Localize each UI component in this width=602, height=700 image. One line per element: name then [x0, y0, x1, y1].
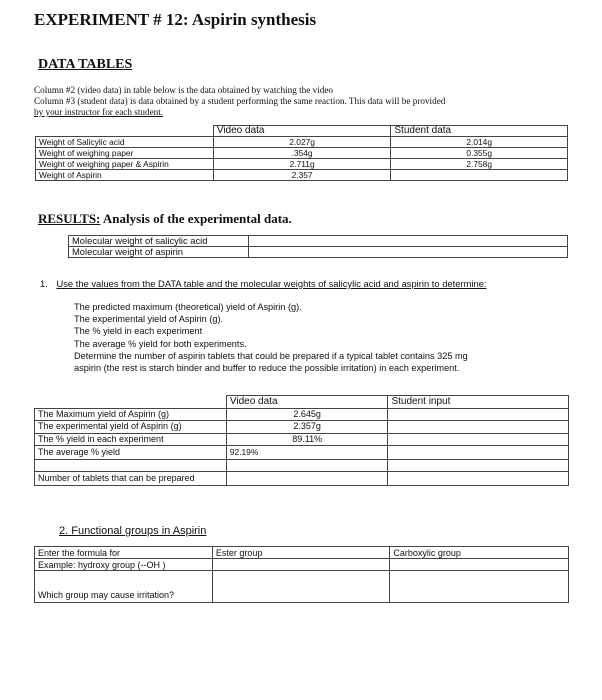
question-1-number: 1.: [40, 278, 48, 289]
intro-line-1: Column #2 (video data) in table below is the data obtained by watching the video: [34, 85, 334, 95]
table-row: [35, 433, 569, 446]
irritation-label: Which group may cause irritation?: [35, 571, 213, 603]
student-value[interactable]: 2.014g: [391, 137, 568, 148]
spacer-row: [35, 460, 569, 472]
row-label: The average % yield: [35, 446, 227, 460]
table-row: [35, 446, 569, 460]
data-table-header: [36, 126, 568, 137]
table-row: [35, 559, 569, 571]
row-label: The experimental yield of Aspirin (g): [35, 421, 227, 434]
ester-group-header: Ester group: [212, 547, 390, 559]
list-item: The % yield in each experiment: [74, 326, 203, 337]
video-value[interactable]: .354g: [213, 148, 391, 159]
question-1-list: [74, 301, 468, 374]
page-title: EXPERIMENT # 12: Aspirin synthesis: [34, 10, 317, 29]
video-value[interactable]: 2.357g: [226, 421, 388, 434]
student-input[interactable]: [388, 408, 569, 421]
row-label: Weight of weighing paper: [36, 148, 214, 159]
table-row: [35, 472, 569, 486]
video-value[interactable]: 89.11%: [226, 433, 388, 446]
table-row: [36, 159, 568, 170]
table-row: [69, 247, 568, 258]
tablets-video-input[interactable]: [226, 472, 388, 486]
data-tables-intro: [34, 85, 445, 118]
header-student: Student input: [388, 396, 569, 409]
intro-line-3: by your instructor for each student.: [34, 107, 164, 117]
table-row: [35, 571, 569, 603]
table-row: [35, 421, 569, 434]
irritation-carboxylic-input[interactable]: [390, 571, 569, 603]
header-video: Video data: [213, 126, 391, 137]
video-value[interactable]: 2.645g: [226, 408, 388, 421]
mw-input[interactable]: [249, 247, 568, 258]
list-item: Determine the number of aspirin tablets that could be prepared if a typical tablet contains 325 mg: [74, 350, 468, 361]
yield-table: [34, 395, 569, 486]
header-video: Video data: [226, 396, 388, 409]
mw-label: Molecular weight of aspirin: [69, 247, 249, 258]
video-value[interactable]: 2.357: [213, 170, 391, 181]
question-2-heading: 2. Functional groups in Aspirin: [59, 525, 207, 537]
mw-label: Molecular weight of salicylic acid: [69, 236, 249, 247]
row-label: Weight of Aspirin: [36, 170, 214, 181]
student-input[interactable]: [388, 433, 569, 446]
student-value[interactable]: 0.355g: [391, 148, 568, 159]
table-row: [36, 137, 568, 148]
functional-groups-table: [34, 546, 569, 603]
data-table: [35, 125, 568, 181]
row-label: Weight of weighing paper & Aspirin: [36, 159, 214, 170]
list-item: aspirin (the rest is starch binder and buffer to reduce the possible irritation) in each experiment.: [74, 363, 460, 374]
student-value[interactable]: [391, 170, 568, 181]
question-1-text: Use the values from the DATA table and the molecular weights of salicylic acid and aspirin to determine:: [56, 278, 487, 289]
tablets-label: Number of tablets that can be prepared: [35, 472, 227, 486]
yield-table-header: [35, 396, 569, 409]
intro-line-2: Column #3 (student data) is data obtained by a student performing the same reaction. This data will be provided: [34, 96, 446, 106]
formula-label: Enter the formula for: [35, 547, 213, 559]
video-value[interactable]: 92.19%: [226, 446, 388, 460]
results-heading-block: [38, 211, 292, 227]
student-input[interactable]: [388, 421, 569, 434]
header-student: Student data: [391, 126, 568, 137]
results-subheading: Analysis of the experimental data.: [100, 211, 292, 226]
table-row: [69, 236, 568, 247]
list-item: The experimental yield of Aspirin (g).: [74, 314, 224, 325]
data-tables-heading: DATA TABLES: [38, 57, 133, 72]
list-item: The average % yield for both experiments.: [74, 338, 247, 349]
row-label: The % yield in each experiment: [35, 433, 227, 446]
molecular-weight-table: [68, 235, 568, 258]
tablets-student-input[interactable]: [388, 472, 569, 486]
ester-formula-input[interactable]: [212, 559, 390, 571]
student-input[interactable]: [388, 446, 569, 460]
row-label: The Maximum yield of Aspirin (g): [35, 408, 227, 421]
irritation-ester-input[interactable]: [212, 571, 390, 603]
question-1: [40, 278, 487, 289]
example-label: Example: hydroxy group (--OH ): [35, 559, 213, 571]
video-value[interactable]: 2.027g: [213, 137, 391, 148]
table-row: [35, 547, 569, 559]
video-value[interactable]: 2.711g: [213, 159, 391, 170]
carboxylic-formula-input[interactable]: [390, 559, 569, 571]
table-row: [36, 148, 568, 159]
list-item: The predicted maximum (theoretical) yield of Aspirin (g).: [74, 302, 302, 312]
table-row: [36, 170, 568, 181]
table-row: [35, 408, 569, 421]
carboxylic-group-header: Carboxylic group: [390, 547, 569, 559]
mw-input[interactable]: [249, 236, 568, 247]
student-value[interactable]: 2.758g: [391, 159, 568, 170]
results-heading: RESULTS:: [38, 211, 101, 226]
row-label: Weight of Salicylic acid: [36, 137, 214, 148]
